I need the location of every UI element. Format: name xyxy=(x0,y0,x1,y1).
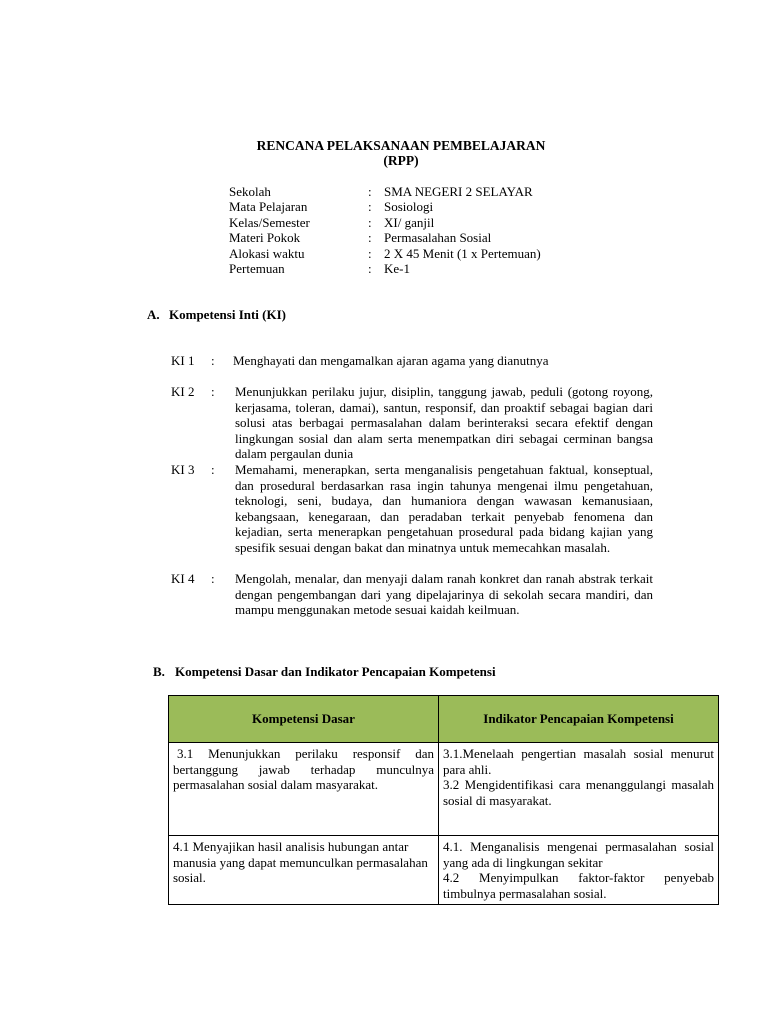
kd-text: 4.1 Menyajikan hasil analisis hubungan antar manusia yang dapat memunculkan permasalahan sosial. xyxy=(173,839,428,885)
info-label: Sekolah xyxy=(229,184,271,199)
title-line-2: (RPP) xyxy=(383,153,419,168)
info-row xyxy=(229,230,629,245)
table-row xyxy=(169,743,719,836)
info-label: Pertemuan xyxy=(229,260,285,276)
section-letter: A. xyxy=(147,307,160,322)
section-title: Kompetensi Inti (KI) xyxy=(169,307,286,322)
indicator-text: 4.1. Menganalisis mengenai permasalahan sosial yang ada di lingkungan sekitar xyxy=(443,839,714,870)
ki-item-4 xyxy=(171,571,653,618)
info-label: Alokasi waktu xyxy=(229,245,305,261)
kd-text: 3.1 Menunjukkan perilaku responsif dan bertanggung jawab terhadap munculnya permasalahan sosial dalam masyarakat. xyxy=(173,746,434,792)
info-colon: : xyxy=(368,214,372,230)
ki-item-1 xyxy=(171,353,653,369)
info-row xyxy=(229,199,629,214)
section-letter: B. xyxy=(153,664,165,679)
table-header-row xyxy=(169,696,719,743)
ki-code: KI 1 xyxy=(171,353,195,368)
info-row xyxy=(229,261,629,276)
info-row xyxy=(229,215,629,230)
ki-colon: : xyxy=(211,571,215,586)
ki-text: Menghayati dan mengamalkan ajaran agama yang dianutnya xyxy=(233,353,549,368)
info-value: Ke-1 xyxy=(384,260,410,276)
info-label: Materi Pokok xyxy=(229,230,301,246)
ki-code: KI 3 xyxy=(171,462,195,477)
info-value: XI/ ganjil xyxy=(384,214,435,230)
document-title xyxy=(0,138,768,168)
indicator-text: 3.2 Mengidentifikasi cara menanggulangi masalah sosial di masyarakat. xyxy=(443,777,714,808)
section-title: Kompetensi Dasar dan Indikator Pencapaian Kompetensi xyxy=(175,664,496,679)
column-header-kompetensi-dasar: Kompetensi Dasar xyxy=(169,696,439,743)
ki-colon: : xyxy=(211,462,215,477)
info-colon: : xyxy=(368,260,372,276)
indicator-cell xyxy=(439,836,719,905)
ki-text: Menunjukkan perilaku jujur, disiplin, tanggung jawab, peduli (gotong royong, kerjasama, toleran, damai), santun, responsif, dan proaktif sebagai bagian dari solusi atas berbagai permasalahan dalam berinteraksi secara efektif dengan lingkungan sosial dan alam serta menempatkan diri sebagai cerminan bangsa dalam pergaulan dunia xyxy=(235,384,653,461)
info-label: Mata Pelajaran xyxy=(229,199,308,215)
ki-text: Memahami, menerapkan, serta menganalisis pengetahuan faktual, konseptual, dan prosedural berdasarkan rasa ingin tahunya mengenai ilmu pengetahuan, teknologi, seni, budaya, dan humaniora dengan wawasan kemanusiaan, kebangsaan, kenegaraan, dan peradaban terkait penyebab fenomena dan kejadian, serta menerapkan pengetahuan prosedural pada bidang kajian yang spesifik sesuai dengan bakat dan minatnya untuk memecahkan masalah. xyxy=(235,462,653,555)
table-row xyxy=(169,836,719,905)
identity-block xyxy=(229,184,629,276)
info-colon: : xyxy=(368,245,372,261)
ki-code: KI 4 xyxy=(171,571,195,586)
kd-cell xyxy=(169,743,439,836)
kd-cell xyxy=(169,836,439,905)
ki-code: KI 2 xyxy=(171,384,195,399)
info-colon: : xyxy=(368,199,372,215)
ki-text: Mengolah, menalar, dan menyaji dalam ranah konkret dan ranah abstrak terkait dengan pengembangan dari yang dipelajarinya di sekolah secara mandiri, dan mampu menggunakan metode sesuai kaidah keilmuan. xyxy=(235,571,653,617)
indicator-text: 3.1.Menelaah pengertian masalah sosial menurut para ahli. xyxy=(443,746,714,777)
section-a-heading xyxy=(147,307,286,323)
competency-table xyxy=(168,695,719,905)
info-value: Permasalahan Sosial xyxy=(384,230,492,246)
indicator-text: 4.2 Menyimpulkan faktor-faktor penyebab timbulnya permasalahan sosial. xyxy=(443,870,714,901)
info-value: SMA NEGERI 2 SELAYAR xyxy=(384,184,533,199)
ki-colon: : xyxy=(211,384,215,399)
title-line-1: RENCANA PELAKSANAAN PEMBELAJARAN xyxy=(256,138,546,153)
info-row xyxy=(229,184,629,199)
ki-item-2 xyxy=(171,384,653,462)
info-colon: : xyxy=(368,230,372,246)
ki-item-3 xyxy=(171,462,653,555)
indicator-cell xyxy=(439,743,719,836)
ki-colon: : xyxy=(211,353,215,368)
section-b-heading xyxy=(153,664,496,680)
column-header-indikator: Indikator Pencapaian Kompetensi xyxy=(439,696,719,743)
info-row xyxy=(229,246,629,261)
info-value: 2 X 45 Menit (1 x Pertemuan) xyxy=(384,245,541,261)
info-label: Kelas/Semester xyxy=(229,214,310,230)
info-colon: : xyxy=(368,184,372,199)
info-value: Sosiologi xyxy=(384,199,434,215)
